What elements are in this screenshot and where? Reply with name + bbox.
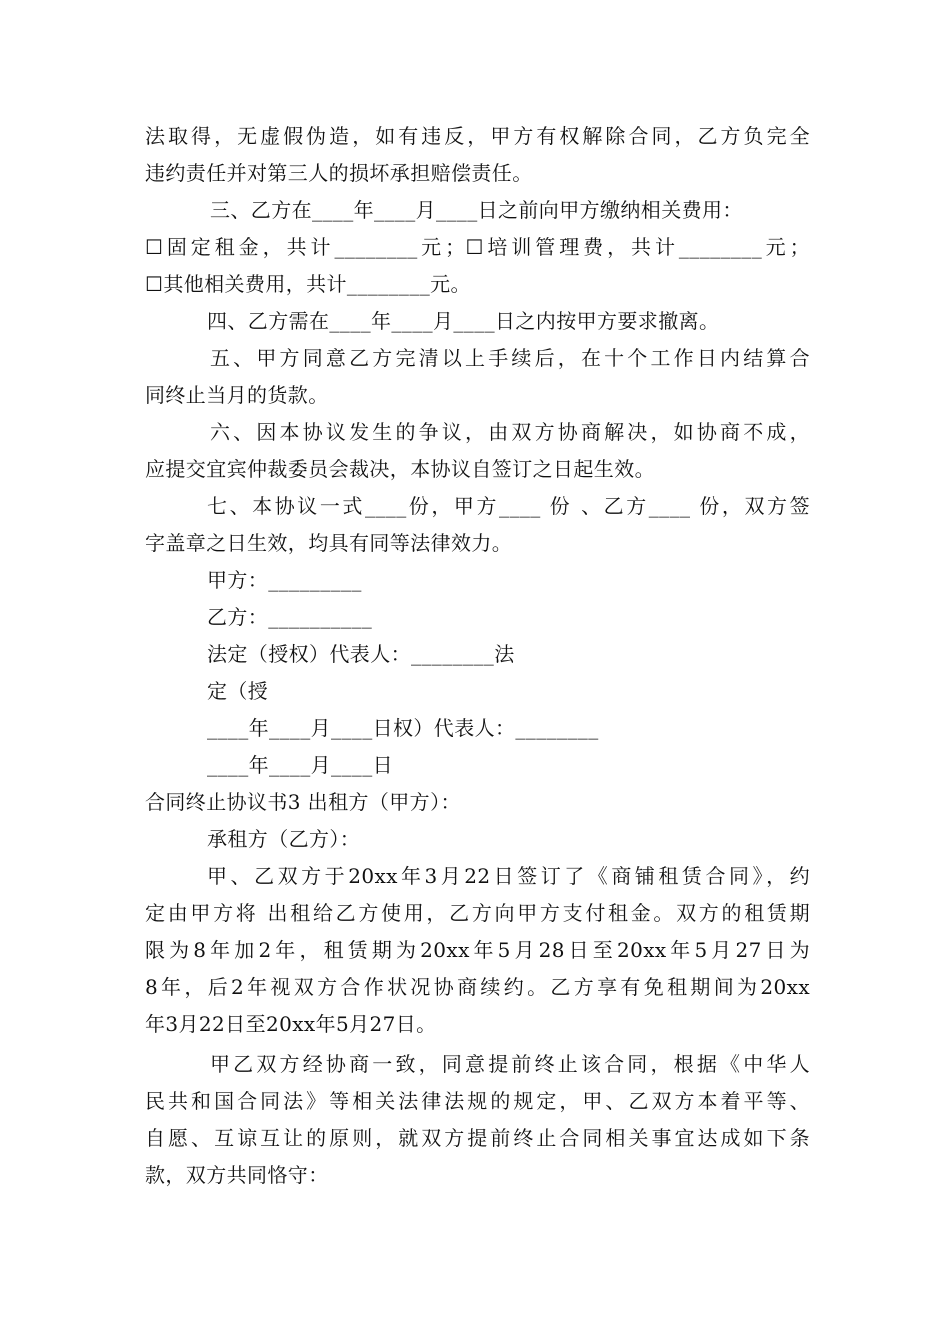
termination-paragraph-line-1: 甲乙双方经协商一致，同意提前终止该合同，根据《中华人 (210, 1052, 810, 1076)
lease-paragraph-line-1: 甲、乙双方于20xx年3月22日签订了《商铺租赁合同》，约 (207, 864, 810, 888)
lease-paragraph-line-2: 定由甲方将 出租给乙方使用，乙方向甲方支付租金。双方的租赁期 (145, 901, 810, 925)
date-representative-line: ____年____月____日权）代表人：________ (207, 716, 599, 740)
date-line: ____年____月____日 (207, 753, 393, 777)
lease-paragraph-line-3: 限为8年加2年，租赁期为20xx年5月28日至20xx年5月27日为 (145, 938, 810, 962)
fee-checkbox-line-1: ☐固定租金，共计________元；☐培训管理费，共计________元； (145, 235, 810, 259)
agreement-3-heading: 合同终止协议书3 出租方（甲方）： (145, 790, 461, 814)
termination-paragraph-line-3: 自愿、互谅互让的原则，就双方提前终止合同相关事宜达成如下条 (145, 1126, 810, 1150)
text-line-1: 法取得，无虚假伪造，如有违反，甲方有权解除合同，乙方负完全 (145, 124, 810, 148)
lessee-line: 承租方（乙方）： (207, 827, 361, 851)
lease-paragraph-line-5: 年3月22日至20xx年5月27日。 (145, 1012, 437, 1036)
termination-paragraph-line-4: 款，双方共同恪守： (145, 1163, 329, 1187)
clause-5-line-2: 同终止当月的货款。 (145, 383, 329, 407)
text-line-2: 违约责任并对第三人的损坏承担赔偿责任。 (145, 161, 533, 185)
termination-paragraph-line-2: 民共和国合同法》等相关法律法规的规定，甲、乙双方本着平等、 (145, 1089, 810, 1113)
fee-checkbox-line-2: ☐其他相关费用，共计________元。 (145, 272, 471, 296)
clause-6-line-1: 六、因本协议发生的争议，由双方协商解决，如协商不成， (210, 420, 810, 444)
party-b-signature: 乙方：__________ (207, 605, 373, 629)
legal-representative-fragment: 定（授 (207, 679, 269, 703)
clause-3-line: 三、乙方在____年____月____日之前向甲方缴纳相关费用： (210, 198, 743, 222)
clause-5-line-1: 五、甲方同意乙方完清以上手续后，在十个工作日内结算合 (210, 346, 810, 370)
document-body (145, 118, 810, 1194)
legal-representative-line: 法定（授权）代表人：________法 (207, 642, 515, 666)
party-a-signature: 甲方：_________ (207, 568, 362, 592)
lease-paragraph-line-4: 8年，后2年视双方合作状况协商续约。乙方享有免租期间为20xx (145, 975, 810, 999)
clause-4-line: 四、乙方需在____年____月____日之内按甲方要求撤离。 (207, 309, 720, 333)
clause-7-line-2: 字盖章之日生效，均具有同等法律效力。 (145, 531, 513, 555)
clause-6-line-2: 应提交宜宾仲裁委员会裁决，本协议自签订之日起生效。 (145, 457, 655, 481)
clause-7-line-1: 七、本协议一式____份，甲方____ 份 、乙方____ 份，双方签 (207, 494, 810, 518)
